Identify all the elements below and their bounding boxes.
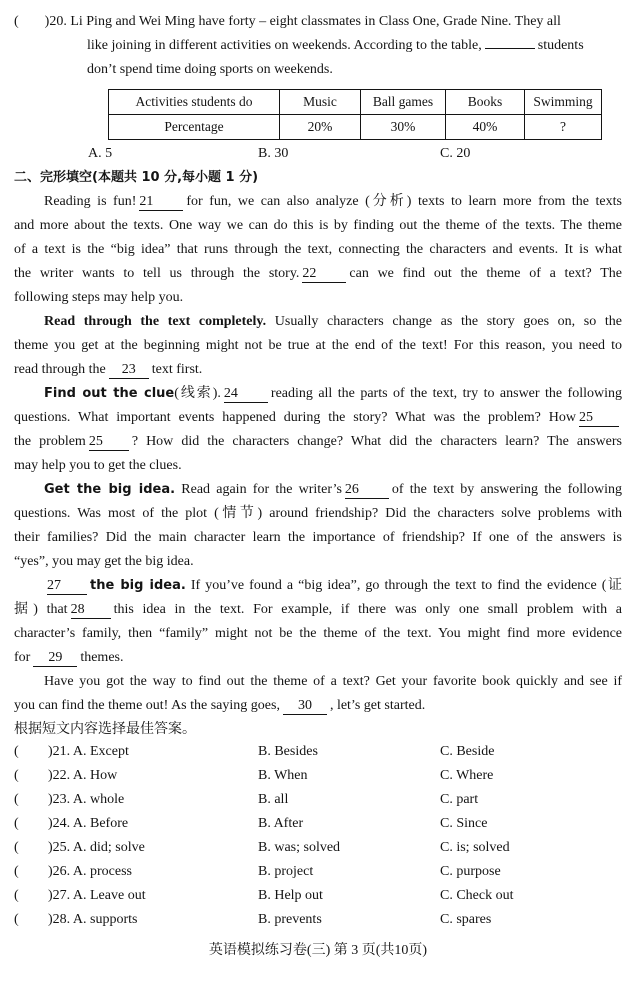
- blank-27: 27: [47, 578, 87, 595]
- passage-line: questions. Was most of the plot (情节) around friendship? Did the characters solve problems with: [14, 506, 622, 521]
- question-option-b: B. project: [258, 864, 314, 879]
- question-option-a: )26. A. process: [48, 864, 132, 879]
- passage-line: of a text is the “big idea” that runs through the text, connecting the characters and events. It is what: [14, 242, 622, 257]
- question-option-c: C. purpose: [440, 864, 501, 879]
- passage-line: theme you get at the beginning might not be true at the end of the text! For this reason, you need to: [14, 338, 622, 353]
- q20-line-3: don’t spend time doing sports on weekends.: [87, 62, 333, 77]
- blank-25: 25: [579, 410, 619, 427]
- question-option-a: )21. A. Except: [48, 744, 129, 759]
- passage-line: questions. What important events happened during the story? What was the problem? How 25: [14, 407, 622, 429]
- passage-line: for 29 themes.: [14, 650, 124, 665]
- question-option-a: )27. A. Leave out: [48, 888, 146, 903]
- question-option-b: B. Help out: [258, 888, 323, 903]
- activities-table: [108, 89, 602, 140]
- blank-25: 25: [89, 434, 129, 451]
- passage-line: the problem 25 ? How did the characters change? What did the characters learn? The answers: [14, 434, 622, 449]
- passage-line: Get the big idea. Read again for the writer’s 26 of the text by answering the following: [44, 482, 623, 497]
- passage-line: Read through the text completely. Usually characters change as the story goes on, so the: [44, 314, 623, 329]
- blank-28: 28: [71, 602, 111, 619]
- question-option-b: B. was; solved: [258, 840, 341, 855]
- answer-paren: (: [14, 888, 19, 903]
- q20-option-b: B. 30: [258, 146, 289, 161]
- answer-blank: [485, 48, 535, 49]
- answer-paren: (: [14, 792, 19, 807]
- passage-line: character’s family, then “family” might not be the theme of the text. You might find more evidence: [14, 626, 622, 641]
- q20-line-1: ( )20. Li Ping and Wei Ming have forty – eight classmates in Class One, Grade Nine. They all: [14, 14, 561, 29]
- question-option-a: )24. A. Before: [48, 816, 129, 831]
- blank-26: 26: [345, 482, 389, 499]
- blank-21: 21: [139, 194, 183, 211]
- q20-option-c: C. 20: [440, 146, 471, 161]
- question-option-b: B. When: [258, 768, 308, 783]
- passage-line: 27 the big idea. If you’ve found a “big idea”, go through the text to find the evidence (证: [47, 578, 623, 593]
- q20-option-a: A. 5: [88, 146, 113, 161]
- passage-line: read through the 23 text first.: [14, 362, 203, 377]
- question-option-b: B. Besides: [258, 744, 318, 759]
- blank-23: 23: [109, 362, 149, 379]
- instruction: 根据短文内容选择最佳答案。: [14, 722, 196, 737]
- passage-line: you can find the theme out! As the saying goes, 30 , let’s get started.: [14, 698, 426, 713]
- q20-line-2: like joining in different activities on weekends. According to the table, students: [87, 38, 584, 53]
- answer-paren: (: [14, 912, 19, 927]
- blank-22: 22: [302, 266, 346, 283]
- answer-paren: (: [14, 768, 19, 783]
- passage-line: 据) that 28 this idea in the text. For example, if there was only one small problem with a: [14, 602, 622, 617]
- answer-paren: (: [14, 744, 19, 759]
- question-option-a: )25. A. did; solve: [48, 840, 145, 855]
- answer-paren: (: [14, 864, 19, 879]
- question-option-b: B. all: [258, 792, 289, 807]
- question-option-a: )28. A. supports: [48, 912, 138, 927]
- question-option-a: )22. A. How: [48, 768, 118, 783]
- table-row: Activities students do Music Ball games Books Swimming: [109, 90, 602, 115]
- passage-line: the writer wants to tell us through the story. 22 can we find out the theme of a text? The: [14, 266, 622, 281]
- passage-line: Have you got the way to find out the theme of a text? Get your favorite book quickly and see if: [44, 674, 622, 689]
- answer-paren: (: [14, 840, 19, 855]
- question-option-a: )23. A. whole: [48, 792, 125, 807]
- answer-paren: (: [14, 816, 19, 831]
- passage-line: following steps may help you.: [14, 290, 184, 305]
- passage-line: their families? Did the main character learn the importance of friendship? If one of the answers is: [14, 530, 622, 545]
- question-option-b: B. prevents: [258, 912, 322, 927]
- blank-24: 24: [224, 386, 268, 403]
- question-option-c: C. Since: [440, 816, 488, 831]
- passage-line: may help you to get the clues.: [14, 458, 182, 473]
- question-option-c: C. is; solved: [440, 840, 510, 855]
- section-heading: 二、完形填空(本题共 10 分,每小题 1 分): [14, 170, 259, 185]
- passage-line: Find out the clue(线索). 24 reading all the parts of the text, try to answer the following: [44, 386, 622, 401]
- question-option-c: C. part: [440, 792, 479, 807]
- blank-29: 29: [33, 650, 77, 667]
- passage-line: “yes”, you may get the big idea.: [14, 554, 194, 569]
- question-option-b: B. After: [258, 816, 304, 831]
- passage-line: and more about the texts. One way we can do this is by finding out the theme of the texts. The theme: [14, 218, 622, 233]
- question-option-c: C. Check out: [440, 888, 514, 903]
- question-option-c: C. Beside: [440, 744, 495, 759]
- question-option-c: C. spares: [440, 912, 492, 927]
- passage-line: Reading is fun! 21 for fun, we can also analyze (分析) texts to learn more from the texts: [44, 194, 622, 209]
- page-footer: 英语模拟练习卷(三) 第 3 页(共10页): [208, 943, 428, 958]
- answer-paren: (: [14, 14, 19, 29]
- question-option-c: C. Where: [440, 768, 494, 783]
- table-row: Percentage 20% 30% 40% ?: [109, 115, 602, 140]
- blank-30: 30: [283, 698, 327, 715]
